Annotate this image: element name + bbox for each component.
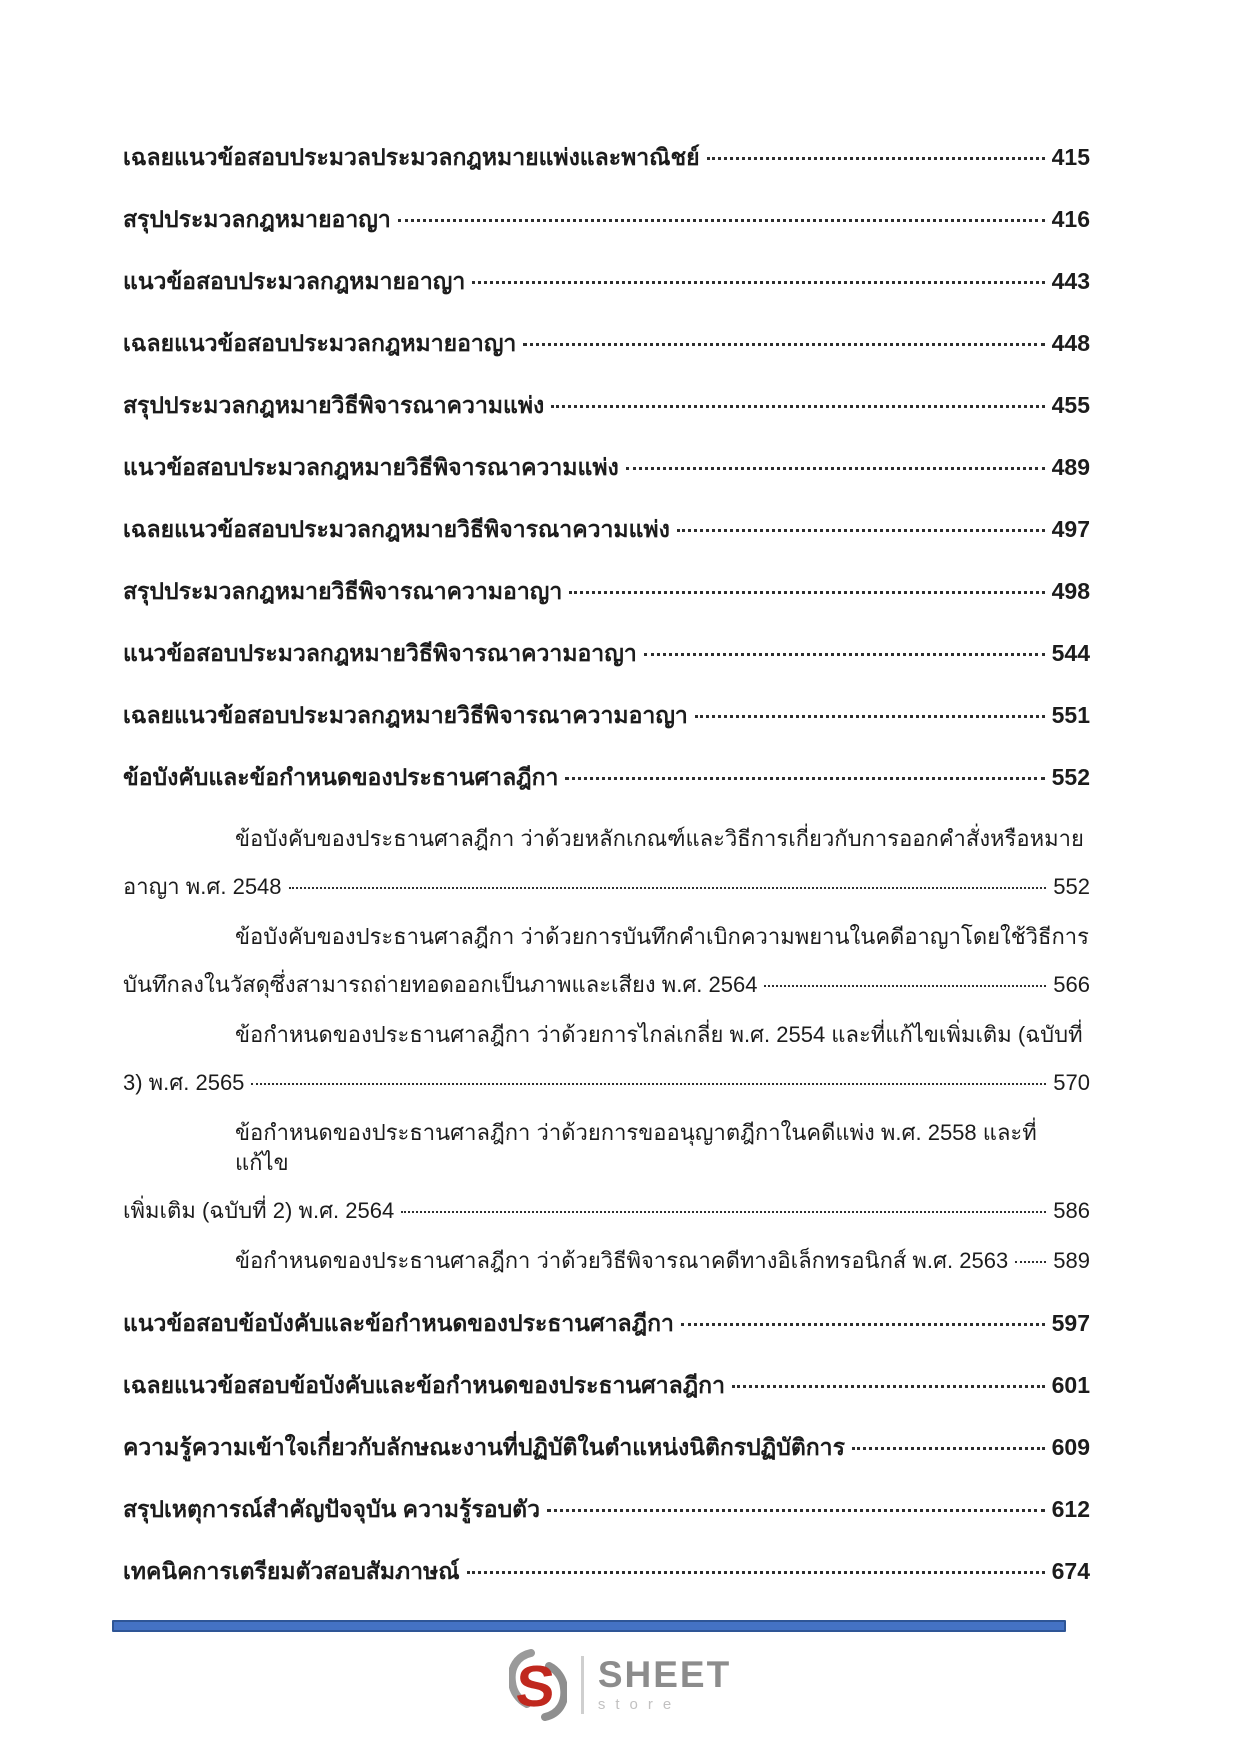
toc-entry-page-number: 455 [1051,392,1090,418]
dotted-leader [569,591,1044,594]
toc-entry-label: เฉลยแนวข้อสอบประมวลกฎหมายอาญา [123,330,517,356]
toc-entry-label: บันทึกลงในวัสดุซึ่งสามารถถ่ายทอดออกเป็นภาพและเสียง พ.ศ. 2564 [123,972,758,997]
dotted-leader [251,1083,1046,1085]
dotted-leader [1015,1261,1046,1263]
toc-entry-label: ความรู้ความเข้าใจเกี่ยวกับลักษณะงานที่ปฏิบัติในตำแหน่งนิติกรปฏิบัติการ [123,1434,845,1460]
brand-name: SHEET [597,1654,732,1695]
dotted-leader [551,405,1044,408]
toc-sub-entry [123,922,1090,1000]
toc-entry-page-number: 674 [1051,1558,1090,1584]
toc-entry-label: เฉลยแนวข้อสอบประมวลกฎหมายวิธีพิจารณาความแพ่ง [123,516,670,542]
toc-entry-row [123,700,1090,730]
toc-entry-label: แนวข้อสอบข้อบังคับและข้อกำหนดของประธานศาลฎีกา [123,1310,674,1336]
toc-entry-row [123,266,1090,296]
toc-entry-row [123,1370,1090,1400]
dotted-leader [472,281,1044,284]
toc-entry-row [123,1556,1090,1586]
toc-entry-label: แนวข้อสอบประมวลกฎหมายวิธีพิจารณาความอาญา [123,640,637,666]
toc-entry-row [123,872,1090,902]
toc-entry-label: ข้อกำหนดของประธานศาลฎีกา ว่าด้วยวิธีพิจารณาคดีทางอิเล็กทรอนิกส์ พ.ศ. 2563 [235,1248,1009,1273]
toc-entry-row [123,970,1090,1000]
dotted-leader [681,1323,1045,1326]
toc-entry-label: เทคนิคการเตรียมตัวสอบสัมภาษณ์ [123,1558,460,1584]
toc-sub-entry-first-line: ข้อกำหนดของประธานศาลฎีกา ว่าด้วยการขออนุญาตฎีกาในคดีแพ่ง พ.ศ. 2558 และที่แก้ไข [235,1120,1037,1175]
toc-entry-row [123,1494,1090,1524]
toc-entry-label: ข้อบังคับและข้อกำหนดของประธานศาลฎีกา [123,764,559,790]
sheet-store-logo-icon [509,1648,567,1722]
toc-entry-page-number: 586 [1053,1198,1090,1223]
toc-entry-page-number: 552 [1053,874,1090,899]
toc-entry-label: เพิ่มเติม (ฉบับที่ 2) พ.ศ. 2564 [123,1198,395,1223]
toc-sub-entry-first-line: ข้อบังคับของประธานศาลฎีกา ว่าด้วยการบันทึกคำเบิกความพยานในคดีอาญาโดยใช้วิธีการ [235,924,1089,949]
dotted-leader [626,467,1045,470]
brand-subname: store [597,1696,682,1713]
toc-entry-row [123,1432,1090,1462]
toc-entry-page-number: 448 [1051,330,1090,356]
toc-entry-row [123,1308,1090,1338]
toc-entry-label: เฉลยแนวข้อสอบประมวลกฎหมายวิธีพิจารณาความอาญา [123,702,688,728]
toc-entry-page-number: 443 [1051,268,1090,294]
dotted-leader [398,219,1045,222]
dotted-leader [677,529,1045,532]
toc-entry-row [123,452,1090,482]
logo-letter-s: S [513,1654,557,1719]
toc-entry-row [123,142,1090,172]
footer-divider-bar [112,1620,1066,1632]
dotted-leader [852,1447,1045,1450]
logo-divider-line [581,1656,584,1714]
dotted-leader [764,985,1046,987]
toc-entry-row [123,514,1090,544]
toc-entry-row [123,1068,1090,1098]
toc-entry-page-number: 498 [1051,578,1090,604]
toc-entry-label: สรุปประมวลกฎหมายวิธีพิจารณาความอาญา [123,578,563,604]
dotted-leader [467,1571,1045,1574]
toc-entry-row [123,1246,1090,1276]
toc-entry-page-number: 552 [1051,764,1090,790]
footer-logo [0,1648,1240,1722]
toc-entry-row [123,1196,1090,1226]
toc-entry-label: แนวข้อสอบประมวลกฎหมายอาญา [123,268,466,294]
table-of-contents [123,142,1090,1618]
toc-entry-page-number: 544 [1051,640,1090,666]
toc-entry-page-number: 566 [1053,972,1090,997]
toc-entry-row [123,576,1090,606]
toc-entry-row [123,638,1090,668]
toc-entry-row [123,390,1090,420]
toc-entry-label: สรุปประมวลกฎหมายวิธีพิจารณาความแพ่ง [123,392,545,418]
dotted-leader [547,1509,1045,1512]
toc-sub-entry-first-line: ข้อกำหนดของประธานศาลฎีกา ว่าด้วยการไกล่เกลี่ย พ.ศ. 2554 และที่แก้ไขเพิ่มเติม (ฉบับที่ [235,1022,1083,1047]
toc-sub-entry [123,824,1090,902]
dotted-leader [707,157,1045,160]
toc-entry-row [123,762,1090,792]
toc-entry-page-number: 416 [1051,206,1090,232]
toc-sub-entry [123,1118,1090,1226]
dotted-leader [523,343,1044,346]
toc-entry-page-number: 489 [1051,454,1090,480]
toc-entry-page-number: 551 [1051,702,1090,728]
toc-entry-page-number: 415 [1051,144,1090,170]
toc-entry-page-number: 589 [1053,1248,1090,1273]
dotted-leader [732,1385,1045,1388]
toc-entry-row [123,204,1090,234]
toc-entry-page-number: 612 [1051,1496,1090,1522]
dotted-leader [401,1211,1046,1213]
dotted-leader [289,887,1047,889]
toc-entry-label: สรุปประมวลกฎหมายอาญา [123,206,391,232]
dotted-leader [644,653,1045,656]
toc-entry-label: เฉลยแนวข้อสอบข้อบังคับและข้อกำหนดของประธานศาลฎีกา [123,1372,726,1398]
toc-entry-page-number: 597 [1051,1310,1090,1336]
toc-entry-label: 3) พ.ศ. 2565 [123,1070,245,1095]
toc-entry-page-number: 601 [1051,1372,1090,1398]
toc-sub-entry-first-line: ข้อบังคับของประธานศาลฎีกา ว่าด้วยหลักเกณฑ์และวิธีการเกี่ยวกับการออกคำสั่งหรือหมาย [235,826,1084,851]
toc-entry-page-number: 609 [1051,1434,1090,1460]
toc-entry-label: แนวข้อสอบประมวลกฎหมายวิธีพิจารณาความแพ่ง [123,454,619,480]
toc-entry-page-number: 497 [1051,516,1090,542]
toc-entry-label: อาญา พ.ศ. 2548 [123,874,282,899]
toc-entry-row [123,328,1090,358]
dotted-leader [695,715,1045,718]
toc-entry-label: สรุปเหตุการณ์สำคัญปัจจุบัน ความรู้รอบตัว [123,1496,541,1522]
toc-entry-page-number: 570 [1053,1070,1090,1095]
toc-entry-label: เฉลยแนวข้อสอบประมวลประมวลกฎหมายแพ่งและพาณิชย์ [123,144,700,170]
dotted-leader [565,777,1044,780]
toc-sub-entry [123,1020,1090,1098]
